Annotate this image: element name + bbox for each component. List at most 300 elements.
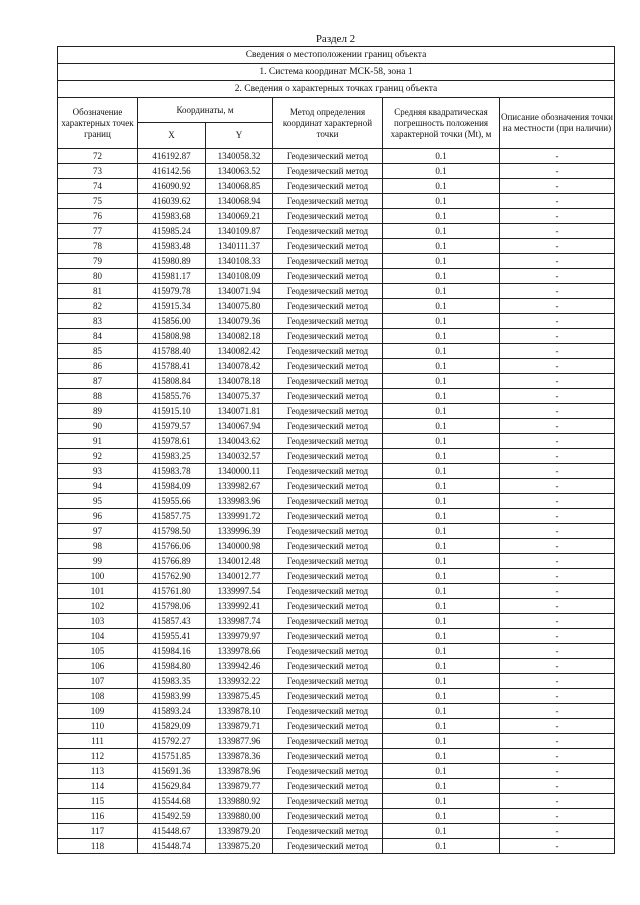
cell-description: - xyxy=(500,149,615,164)
cell-error: 0.1 xyxy=(383,629,500,644)
cell-y: 1339880.92 xyxy=(206,794,273,809)
cell-error: 0.1 xyxy=(383,539,500,554)
cell-y: 1339878.96 xyxy=(206,764,273,779)
cell-error: 0.1 xyxy=(383,194,500,209)
cell-y: 1340063.52 xyxy=(206,164,273,179)
cell-x: 416039.62 xyxy=(138,194,206,209)
cell-x: 415979.78 xyxy=(138,284,206,299)
cell-description: - xyxy=(500,374,615,389)
cell-error: 0.1 xyxy=(383,764,500,779)
cell-point: 109 xyxy=(58,704,138,719)
cell-point: 115 xyxy=(58,794,138,809)
cell-x: 415788.41 xyxy=(138,359,206,374)
cell-x: 415544.68 xyxy=(138,794,206,809)
table-row xyxy=(58,209,615,224)
table-row xyxy=(58,764,615,779)
cell-point: 74 xyxy=(58,179,138,194)
cell-y: 1339942.46 xyxy=(206,659,273,674)
cell-y: 1339879.71 xyxy=(206,719,273,734)
header-point: Обозначение характерных точек границ xyxy=(58,98,138,149)
table-row xyxy=(58,374,615,389)
table-row xyxy=(58,464,615,479)
table-row xyxy=(58,734,615,749)
cell-y: 1340068.85 xyxy=(206,179,273,194)
cell-point: 118 xyxy=(58,839,138,854)
cell-y: 1340078.18 xyxy=(206,374,273,389)
table-row xyxy=(58,194,615,209)
cell-description: - xyxy=(500,269,615,284)
cell-point: 106 xyxy=(58,659,138,674)
cell-error: 0.1 xyxy=(383,659,500,674)
header-x: X xyxy=(138,123,206,149)
table-title: Сведения о местоположении границ объекта xyxy=(58,47,615,64)
table-row xyxy=(58,164,615,179)
cell-method: Геодезический метод xyxy=(273,614,383,629)
cell-x: 416090.92 xyxy=(138,179,206,194)
header-method: Метод определения координат характерной точки xyxy=(273,98,383,149)
cell-x: 415857.75 xyxy=(138,509,206,524)
cell-error: 0.1 xyxy=(383,389,500,404)
cell-error: 0.1 xyxy=(383,704,500,719)
cell-y: 1339991.72 xyxy=(206,509,273,524)
table-row xyxy=(58,449,615,464)
table-row xyxy=(58,824,615,839)
cell-y: 1340071.81 xyxy=(206,404,273,419)
cell-x: 415980.89 xyxy=(138,254,206,269)
cell-y: 1340075.37 xyxy=(206,389,273,404)
cell-method: Геодезический метод xyxy=(273,359,383,374)
cell-x: 415915.34 xyxy=(138,299,206,314)
cell-point: 102 xyxy=(58,599,138,614)
header-description: Описание обозначения точки на местности (при наличии) xyxy=(500,98,615,149)
table-row xyxy=(58,509,615,524)
table-row xyxy=(58,659,615,674)
cell-error: 0.1 xyxy=(383,509,500,524)
cell-error: 0.1 xyxy=(383,689,500,704)
cell-description: - xyxy=(500,599,615,614)
cell-error: 0.1 xyxy=(383,254,500,269)
cell-y: 1340067.94 xyxy=(206,419,273,434)
cell-description: - xyxy=(500,614,615,629)
cell-x: 415448.74 xyxy=(138,839,206,854)
cell-error: 0.1 xyxy=(383,674,500,689)
cell-error: 0.1 xyxy=(383,479,500,494)
cell-description: - xyxy=(500,284,615,299)
cell-x: 415448.67 xyxy=(138,824,206,839)
cell-x: 415761.80 xyxy=(138,584,206,599)
cell-error: 0.1 xyxy=(383,734,500,749)
cell-method: Геодезический метод xyxy=(273,704,383,719)
cell-description: - xyxy=(500,779,615,794)
cell-error: 0.1 xyxy=(383,614,500,629)
cell-error: 0.1 xyxy=(383,599,500,614)
cell-point: 110 xyxy=(58,719,138,734)
cell-point: 89 xyxy=(58,404,138,419)
cell-method: Геодезический метод xyxy=(273,554,383,569)
cell-y: 1339880.00 xyxy=(206,809,273,824)
cell-error: 0.1 xyxy=(383,449,500,464)
cell-method: Геодезический метод xyxy=(273,764,383,779)
cell-description: - xyxy=(500,734,615,749)
cell-y: 1340000.11 xyxy=(206,464,273,479)
cell-x: 415983.99 xyxy=(138,689,206,704)
table-row xyxy=(58,254,615,269)
cell-point: 98 xyxy=(58,539,138,554)
cell-method: Геодезический метод xyxy=(273,599,383,614)
cell-description: - xyxy=(500,224,615,239)
table-row xyxy=(58,404,615,419)
cell-description: - xyxy=(500,809,615,824)
cell-y: 1340082.18 xyxy=(206,329,273,344)
cell-error: 0.1 xyxy=(383,434,500,449)
cell-description: - xyxy=(500,404,615,419)
cell-description: - xyxy=(500,674,615,689)
table-row xyxy=(58,719,615,734)
cell-x: 415981.17 xyxy=(138,269,206,284)
cell-description: - xyxy=(500,314,615,329)
table-row xyxy=(58,284,615,299)
table-row xyxy=(58,599,615,614)
cell-description: - xyxy=(500,584,615,599)
table-row xyxy=(58,359,615,374)
cell-point: 108 xyxy=(58,689,138,704)
cell-method: Геодезический метод xyxy=(273,269,383,284)
cell-error: 0.1 xyxy=(383,284,500,299)
cell-method: Геодезический метод xyxy=(273,314,383,329)
cell-y: 1339978.66 xyxy=(206,644,273,659)
cell-y: 1340078.42 xyxy=(206,359,273,374)
cell-x: 415492.59 xyxy=(138,809,206,824)
cell-description: - xyxy=(500,689,615,704)
cell-x: 415983.35 xyxy=(138,674,206,689)
cell-error: 0.1 xyxy=(383,719,500,734)
cell-error: 0.1 xyxy=(383,149,500,164)
cell-x: 415857.43 xyxy=(138,614,206,629)
cell-point: 80 xyxy=(58,269,138,284)
cell-description: - xyxy=(500,659,615,674)
cell-y: 1340058.32 xyxy=(206,149,273,164)
cell-description: - xyxy=(500,749,615,764)
cell-x: 415792.27 xyxy=(138,734,206,749)
cell-x: 415751.85 xyxy=(138,749,206,764)
section-label: Раздел 2 xyxy=(315,33,356,45)
cell-point: 99 xyxy=(58,554,138,569)
cell-description: - xyxy=(500,434,615,449)
cell-error: 0.1 xyxy=(383,404,500,419)
boundary-points-table xyxy=(57,46,615,854)
cell-description: - xyxy=(500,239,615,254)
cell-y: 1339878.36 xyxy=(206,749,273,764)
cell-x: 415985.24 xyxy=(138,224,206,239)
cell-error: 0.1 xyxy=(383,554,500,569)
cell-description: - xyxy=(500,644,615,659)
cell-method: Геодезический метод xyxy=(273,749,383,764)
cell-y: 1339932.22 xyxy=(206,674,273,689)
cell-point: 78 xyxy=(58,239,138,254)
cell-method: Геодезический метод xyxy=(273,209,383,224)
cell-error: 0.1 xyxy=(383,644,500,659)
table-row xyxy=(58,704,615,719)
table-row xyxy=(58,674,615,689)
cell-point: 83 xyxy=(58,314,138,329)
cell-error: 0.1 xyxy=(383,749,500,764)
cell-point: 112 xyxy=(58,749,138,764)
cell-y: 1340012.77 xyxy=(206,569,273,584)
coordinate-system: 1. Система координат МСК-58, зона 1 xyxy=(58,64,615,81)
cell-y: 1339987.74 xyxy=(206,614,273,629)
cell-method: Геодезический метод xyxy=(273,734,383,749)
table-row xyxy=(58,224,615,239)
cell-point: 117 xyxy=(58,824,138,839)
cell-method: Геодезический метод xyxy=(273,794,383,809)
cell-method: Геодезический метод xyxy=(273,494,383,509)
cell-y: 1339983.96 xyxy=(206,494,273,509)
cell-x: 415629.84 xyxy=(138,779,206,794)
cell-error: 0.1 xyxy=(383,374,500,389)
cell-method: Геодезический метод xyxy=(273,719,383,734)
cell-method: Геодезический метод xyxy=(273,389,383,404)
cell-point: 100 xyxy=(58,569,138,584)
cell-description: - xyxy=(500,179,615,194)
cell-description: - xyxy=(500,254,615,269)
cell-method: Геодезический метод xyxy=(273,659,383,674)
cell-method: Геодезический метод xyxy=(273,194,383,209)
cell-description: - xyxy=(500,164,615,179)
cell-error: 0.1 xyxy=(383,794,500,809)
cell-error: 0.1 xyxy=(383,239,500,254)
cell-method: Геодезический метод xyxy=(273,164,383,179)
cell-error: 0.1 xyxy=(383,419,500,434)
cell-description: - xyxy=(500,299,615,314)
table-row xyxy=(58,749,615,764)
cell-point: 96 xyxy=(58,509,138,524)
cell-y: 1340071.94 xyxy=(206,284,273,299)
table-row xyxy=(58,794,615,809)
cell-point: 87 xyxy=(58,374,138,389)
cell-x: 415829.09 xyxy=(138,719,206,734)
cell-point: 77 xyxy=(58,224,138,239)
table-body xyxy=(58,149,615,854)
cell-error: 0.1 xyxy=(383,359,500,374)
cell-point: 81 xyxy=(58,284,138,299)
cell-point: 72 xyxy=(58,149,138,164)
cell-y: 1339879.77 xyxy=(206,779,273,794)
cell-y: 1339979.97 xyxy=(206,629,273,644)
cell-point: 88 xyxy=(58,389,138,404)
cell-method: Геодезический метод xyxy=(273,674,383,689)
cell-error: 0.1 xyxy=(383,299,500,314)
cell-point: 114 xyxy=(58,779,138,794)
cell-y: 1339992.41 xyxy=(206,599,273,614)
cell-method: Геодезический метод xyxy=(273,224,383,239)
cell-point: 97 xyxy=(58,524,138,539)
table-row xyxy=(58,434,615,449)
cell-y: 1340075.80 xyxy=(206,299,273,314)
cell-error: 0.1 xyxy=(383,779,500,794)
cell-y: 1339875.45 xyxy=(206,689,273,704)
cell-y: 1340012.48 xyxy=(206,554,273,569)
table-row xyxy=(58,524,615,539)
cell-method: Геодезический метод xyxy=(273,839,383,854)
cell-x: 416192.87 xyxy=(138,149,206,164)
table-row xyxy=(58,809,615,824)
cell-x: 415984.16 xyxy=(138,644,206,659)
cell-x: 415979.57 xyxy=(138,419,206,434)
cell-x: 415893.24 xyxy=(138,704,206,719)
cell-error: 0.1 xyxy=(383,494,500,509)
cell-y: 1339878.10 xyxy=(206,704,273,719)
cell-x: 415788.40 xyxy=(138,344,206,359)
cell-point: 82 xyxy=(58,299,138,314)
cell-method: Геодезический метод xyxy=(273,239,383,254)
cell-description: - xyxy=(500,704,615,719)
cell-x: 415915.10 xyxy=(138,404,206,419)
cell-description: - xyxy=(500,794,615,809)
cell-method: Геодезический метод xyxy=(273,284,383,299)
cell-method: Геодезический метод xyxy=(273,629,383,644)
cell-y: 1340069.21 xyxy=(206,209,273,224)
cell-point: 73 xyxy=(58,164,138,179)
cell-point: 113 xyxy=(58,764,138,779)
table-row xyxy=(58,179,615,194)
table-row xyxy=(58,494,615,509)
table-row xyxy=(58,569,615,584)
cell-method: Геодезический метод xyxy=(273,539,383,554)
cell-y: 1339879.20 xyxy=(206,824,273,839)
table-row xyxy=(58,419,615,434)
table-row xyxy=(58,299,615,314)
cell-y: 1339875.20 xyxy=(206,839,273,854)
cell-description: - xyxy=(500,194,615,209)
cell-point: 101 xyxy=(58,584,138,599)
cell-x: 415978.61 xyxy=(138,434,206,449)
table-row xyxy=(58,314,615,329)
table-row xyxy=(58,689,615,704)
cell-point: 111 xyxy=(58,734,138,749)
cell-method: Геодезический метод xyxy=(273,644,383,659)
cell-point: 84 xyxy=(58,329,138,344)
table-row xyxy=(58,644,615,659)
cell-x: 415766.06 xyxy=(138,539,206,554)
cell-error: 0.1 xyxy=(383,464,500,479)
cell-description: - xyxy=(500,554,615,569)
cell-method: Геодезический метод xyxy=(273,509,383,524)
cell-point: 116 xyxy=(58,809,138,824)
cell-error: 0.1 xyxy=(383,224,500,239)
cell-error: 0.1 xyxy=(383,344,500,359)
header-y: Y xyxy=(206,123,273,149)
cell-description: - xyxy=(500,419,615,434)
cell-description: - xyxy=(500,329,615,344)
table-row xyxy=(58,614,615,629)
cell-point: 94 xyxy=(58,479,138,494)
table-row xyxy=(58,839,615,854)
cell-error: 0.1 xyxy=(383,269,500,284)
cell-point: 95 xyxy=(58,494,138,509)
cell-description: - xyxy=(500,764,615,779)
cell-description: - xyxy=(500,539,615,554)
cell-method: Геодезический метод xyxy=(273,419,383,434)
cell-error: 0.1 xyxy=(383,314,500,329)
cell-method: Геодезический метод xyxy=(273,689,383,704)
cell-y: 1340032.57 xyxy=(206,449,273,464)
cell-method: Геодезический метод xyxy=(273,524,383,539)
cell-method: Геодезический метод xyxy=(273,824,383,839)
cell-method: Геодезический метод xyxy=(273,254,383,269)
cell-method: Геодезический метод xyxy=(273,179,383,194)
cell-description: - xyxy=(500,839,615,854)
cell-description: - xyxy=(500,509,615,524)
cell-method: Геодезический метод xyxy=(273,434,383,449)
cell-x: 415955.66 xyxy=(138,494,206,509)
table-row xyxy=(58,389,615,404)
cell-point: 91 xyxy=(58,434,138,449)
cell-x: 415856.00 xyxy=(138,314,206,329)
cell-description: - xyxy=(500,629,615,644)
table-row xyxy=(58,239,615,254)
cell-method: Геодезический метод xyxy=(273,449,383,464)
cell-method: Геодезический метод xyxy=(273,779,383,794)
cell-y: 1339996.39 xyxy=(206,524,273,539)
cell-error: 0.1 xyxy=(383,824,500,839)
cell-x: 415983.78 xyxy=(138,464,206,479)
cell-description: - xyxy=(500,569,615,584)
cell-x: 416142.56 xyxy=(138,164,206,179)
cell-point: 90 xyxy=(58,419,138,434)
cell-description: - xyxy=(500,524,615,539)
cell-error: 0.1 xyxy=(383,584,500,599)
cell-x: 415983.68 xyxy=(138,209,206,224)
cell-x: 415855.76 xyxy=(138,389,206,404)
cell-x: 415766.89 xyxy=(138,554,206,569)
cell-description: - xyxy=(500,344,615,359)
cell-point: 79 xyxy=(58,254,138,269)
cell-error: 0.1 xyxy=(383,809,500,824)
cell-description: - xyxy=(500,449,615,464)
header-error: Средняя квадратическая погрешность положения характерной точки (Mt), м xyxy=(383,98,500,149)
cell-method: Геодезический метод xyxy=(273,329,383,344)
cell-x: 415691.36 xyxy=(138,764,206,779)
table-row xyxy=(58,584,615,599)
cell-x: 415798.50 xyxy=(138,524,206,539)
cell-point: 85 xyxy=(58,344,138,359)
cell-x: 415955.41 xyxy=(138,629,206,644)
cell-error: 0.1 xyxy=(383,569,500,584)
cell-method: Геодезический метод xyxy=(273,479,383,494)
cell-x: 415798.06 xyxy=(138,599,206,614)
cell-description: - xyxy=(500,824,615,839)
cell-x: 415984.09 xyxy=(138,479,206,494)
cell-x: 415762.90 xyxy=(138,569,206,584)
cell-description: - xyxy=(500,494,615,509)
cell-y: 1340079.36 xyxy=(206,314,273,329)
cell-error: 0.1 xyxy=(383,839,500,854)
table-row xyxy=(58,629,615,644)
cell-description: - xyxy=(500,359,615,374)
cell-error: 0.1 xyxy=(383,524,500,539)
table-row xyxy=(58,269,615,284)
cell-point: 92 xyxy=(58,449,138,464)
cell-x: 415984.80 xyxy=(138,659,206,674)
cell-point: 105 xyxy=(58,644,138,659)
header-coordinates: Координаты, м xyxy=(138,98,273,123)
cell-description: - xyxy=(500,464,615,479)
cell-error: 0.1 xyxy=(383,179,500,194)
cell-method: Геодезический метод xyxy=(273,374,383,389)
cell-point: 86 xyxy=(58,359,138,374)
cell-description: - xyxy=(500,719,615,734)
cell-point: 76 xyxy=(58,209,138,224)
